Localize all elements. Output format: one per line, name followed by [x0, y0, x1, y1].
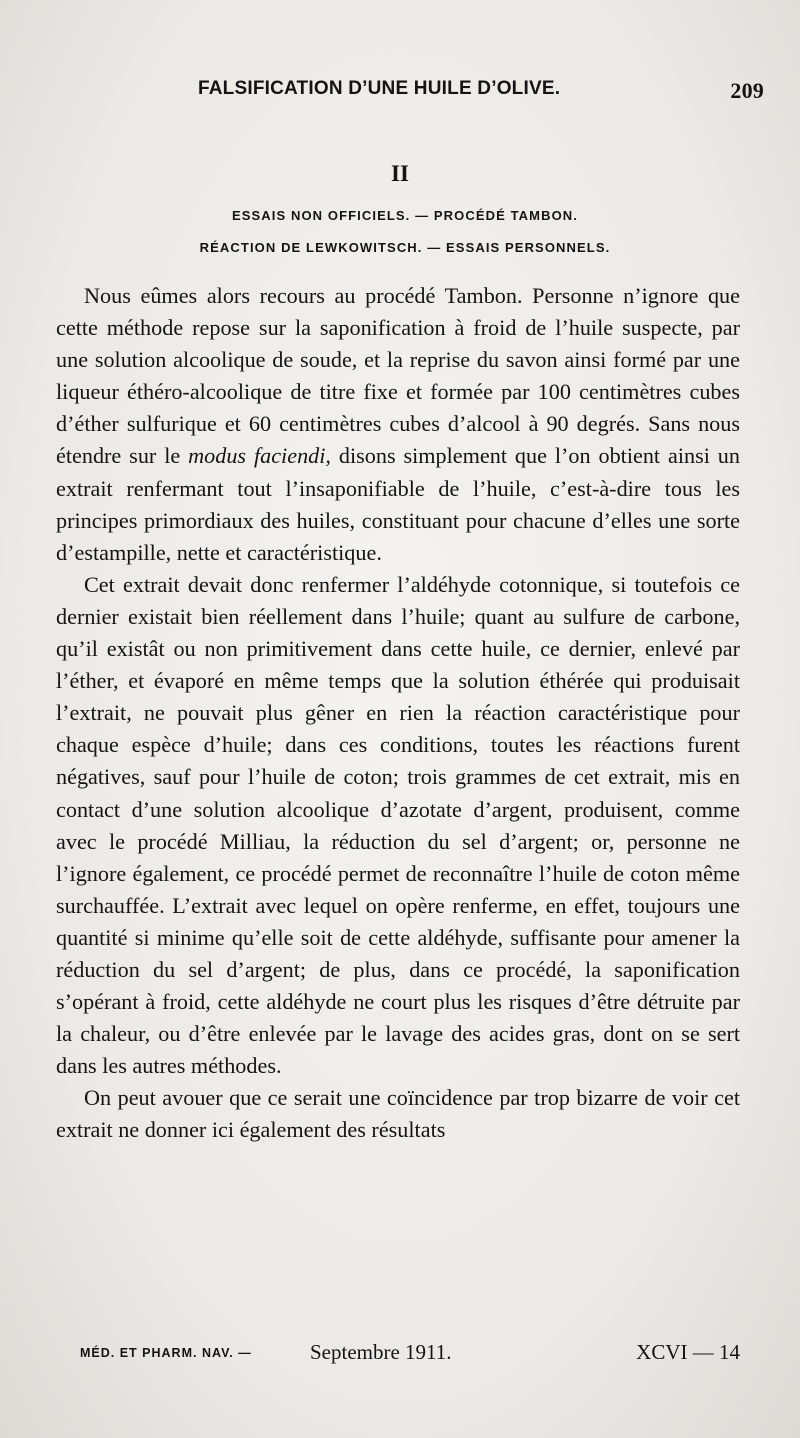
paragraph-1-italic: modus faciendi, [188, 443, 331, 469]
paragraph-1-start: Nous eûmes alors recours au procédé Tambon. Personne n’ignore que cette méthode repose sur la saponification à froid de l’huile suspecte, par une solution alcoolique de soude, et la reprise du savon ainsi formé par une liqueur éthéro-alcoolique de titre fixe et formée par 100 centimètres cubes d’éther sulfurique et 60 centimètres cubes d’alcool à 90 degrés. Sans nous étendre sur le [56, 283, 740, 469]
footer-signature: XCVI — 14 [636, 1340, 740, 1364]
footer-journal: MÉD. ET PHARM. NAV. — [80, 1346, 252, 1360]
paragraph-1 [56, 280, 740, 569]
section-subheads [60, 200, 750, 264]
page-number: 209 [730, 78, 764, 103]
paragraph-2: Cet extrait devait donc renfermer l’aldéhyde cotonnique, si toutefois ce dernier existait bien réellement dans l’huile; quant au sulfure de carbone, qu’il existât ou non primitivement dans cette huile, ce dernier, enlevé par l’éther, et évaporé en même temps que la solution éthérée qui produisait l’extrait, ne pouvait plus gêner en rien la réaction caractéristique pour chaque espèce d’huile; dans ces conditions, toutes les réactions furent négatives, sauf pour l’huile de coton; trois grammes de cet extrait, mis en contact d’une solution alcoolique d’azotate d’argent, produisent, comme avec le procédé Milliau, la réduction du sel d’argent; or, personne ne l’ignore également, ce procédé permet de reconnaître l’huile de coton même surchauffée. L’extrait avec lequel on opère renferme, en effet, toujours une quantité si minime qu’elle soit de cette aldéhyde, suffisante pour amener la réduction du sel d’argent; de plus, dans ce procédé, la saponification s’opérant à froid, cette aldéhyde ne court plus les risques d’être détruite par la chaleur, ou d’être enlevée par le lavage des acides gras, dont on se sert dans les autres méthodes. [56, 571, 740, 1079]
subhead-line-1: ESSAIS NON OFFICIELS. — PROCÉDÉ TAMBON. [231, 208, 578, 223]
page-footer [80, 1340, 740, 1376]
footer-date: Septembre 1911. [310, 1340, 452, 1364]
body-text [56, 280, 740, 1147]
paragraph-1-end: disons simplement que l’on obtient ainsi un extrait renfermant tout l’insaponifiable de l’huile, c’est-à-dire tous les principes primordiaux des huiles, constituant pour chacune d’elles une sorte d’estampille, nette et caractéristique. [56, 443, 740, 565]
paragraph-3: On peut avouer que ce serait une coïncidence par trop bizarre de voir cet extrait ne donner ici également des résultats [56, 1085, 740, 1143]
running-title: FALSIFICATION D’UNE HUILE D’OLIVE. [198, 78, 561, 99]
section-numeral: II [391, 161, 409, 186]
running-head [198, 74, 768, 108]
subhead-line-2: RÉACTION DE LEWKOWITSCH. — ESSAIS PERSONNELS. [199, 240, 611, 255]
